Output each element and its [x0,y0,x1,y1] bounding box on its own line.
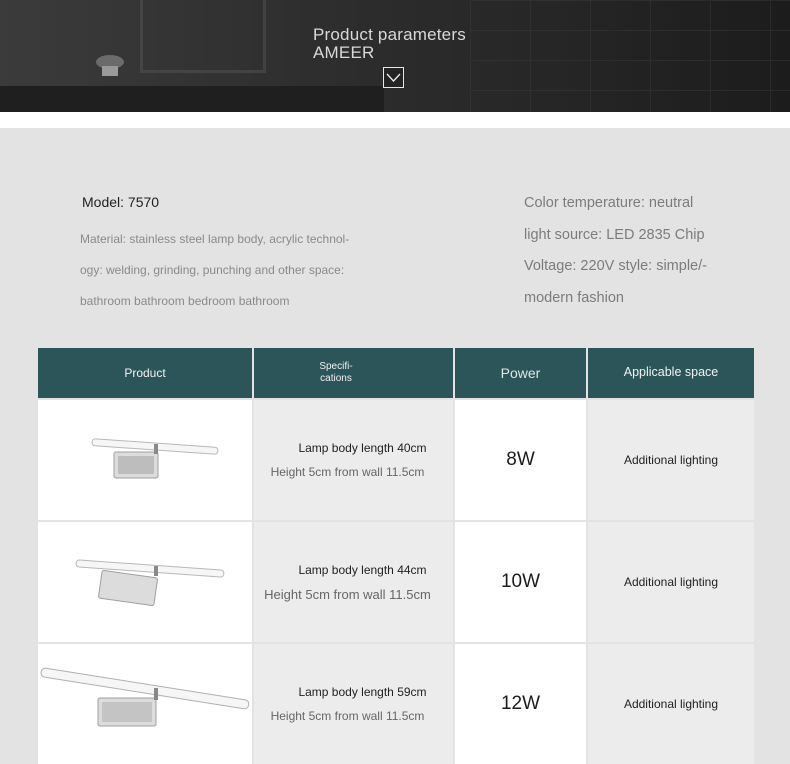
table-row [38,642,754,764]
banner-background-tiles [470,0,790,112]
product-image-cell [38,400,252,520]
wall-lamp-image [38,644,252,764]
material-line: Material: stainless steel lamp body, acrylic technol- [80,232,350,246]
power-cell [455,644,586,764]
power-cell [455,400,586,520]
lamp-length: Lamp body length 40cm [298,441,427,455]
power-value: 8W [506,449,535,470]
wall-lamp-image [38,400,252,520]
spec-line: modern fashion [524,289,624,306]
material-line: ogy: welding, grinding, punching and other space: [80,263,345,277]
product-image-cell [38,522,252,642]
chevron-down-icon [386,71,401,84]
power-value: 10W [500,571,541,592]
specification-cell [254,644,453,764]
table-row [38,398,754,520]
header-power-label: Power [500,365,541,381]
parameters-table [38,348,754,764]
header-specifications-line1: Specifi- [319,361,353,372]
header-product-label: Product [124,366,166,380]
header-space-label: Applicable space [623,365,719,379]
lamp-length: Lamp body length 59cm [298,685,427,699]
banner-title-line2: AMEER [313,43,375,62]
banner-title [313,26,466,62]
specification-cell [254,522,453,642]
plant-icon [92,54,128,76]
product-image-cell [38,644,252,764]
space-value: Additional lighting [623,575,719,589]
header-specifications-line2: cations [320,373,352,384]
banner-shelf [0,86,384,112]
spec-line: Voltage: 220V style: simple/- [524,258,707,274]
banner [0,0,790,112]
space-value: Additional lighting [623,697,719,711]
power-cell [455,522,586,642]
space-cell [588,400,754,520]
material-line: bathroom bathroom bedroom bathroom [80,294,290,308]
table-header-row [38,348,754,398]
header-power [455,348,586,398]
banner-title-line1: Product parameters [313,25,466,44]
material-description [80,224,370,317]
spec-line: light source: LED 2835 Chip [524,226,705,243]
wall-lamp-image [38,522,252,642]
banner-mirror-shape [140,0,266,73]
lighting-specs [524,188,734,314]
lamp-height-wall: Height 5cm from wall 11.5cm [270,465,425,479]
scroll-down-button[interactable] [383,67,404,88]
lamp-length: Lamp body length 44cm [298,562,427,577]
power-value: 12W [500,693,541,714]
lamp-height-wall: Height 5cm from wall 11.5cm [264,586,431,602]
header-specifications [254,348,453,398]
space-cell [588,522,754,642]
header-product [38,348,252,398]
table-row [38,520,754,642]
space-value: Additional lighting [623,453,719,467]
space-cell [588,644,754,764]
specification-cell [254,400,453,520]
model-label: Model: 7570 [82,194,160,210]
spec-line: Color temperature: neutral [524,195,694,211]
header-applicable-space [588,348,754,398]
lamp-height-wall: Height 5cm from wall 11.5cm [270,709,425,723]
